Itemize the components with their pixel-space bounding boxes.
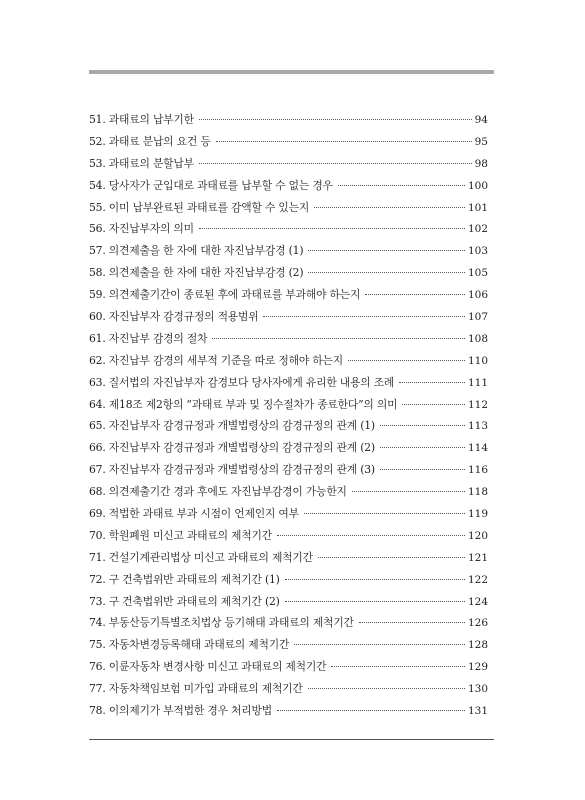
dot-leader	[308, 688, 465, 689]
toc-entry-title: 61. 자진납부 감경의 절차	[89, 331, 208, 345]
toc-entry-title: 60. 자진납부자 감경규정의 적용범위	[89, 310, 259, 324]
toc-entry[interactable]	[89, 109, 488, 131]
dot-leader	[399, 382, 465, 383]
toc-entry-title: 57. 의견제출을 한 자에 대한 자진납부감경 (1)	[89, 244, 304, 258]
toc-entry-title: 76. 이륜자동차 변경사항 미신고 과태료의 제척기간	[89, 660, 327, 674]
toc-entry[interactable]	[89, 284, 488, 306]
toc-entry-title: 51. 과태료의 납부기한	[89, 113, 194, 126]
toc-entry[interactable]	[89, 153, 488, 175]
dot-leader	[285, 579, 465, 580]
toc-entry-page-number: 107	[467, 311, 488, 324]
toc-entry-title: 70. 학원폐원 미신고 과태료의 제척기간	[89, 528, 272, 542]
toc-entry-page-number: 95	[474, 135, 488, 148]
toc-entry[interactable]	[89, 328, 488, 350]
toc-entry[interactable]	[89, 612, 488, 634]
toc-entry[interactable]	[89, 240, 488, 262]
toc-entry-title: 64. 제18조 제2항의 “과태료 부과 및 징수절차가 종료한다”의 의미	[89, 397, 398, 411]
toc-entry-page-number: 130	[467, 683, 488, 696]
dot-leader	[216, 141, 472, 142]
toc-entry-title: 66. 자진납부자 감경규정과 개별법령상의 감경규정의 관계 (2)	[89, 441, 375, 455]
toc-entry-title: 53. 과태료의 분할납부	[89, 156, 194, 170]
toc-entry[interactable]	[89, 372, 488, 394]
toc-entry-title: 69. 적법한 과태료 부과 시점이 언제인지 여부	[89, 507, 299, 521]
toc-entry-title: 78. 이의제기가 부적법한 경우 처리방법	[89, 704, 272, 718]
toc-entry[interactable]	[89, 634, 488, 656]
toc-entry-page-number: 116	[467, 464, 488, 477]
toc-entry-page-number: 114	[467, 442, 488, 455]
toc-entry-page-number: 113	[467, 420, 488, 433]
dot-leader	[308, 250, 465, 251]
toc-entry[interactable]	[89, 175, 488, 197]
dot-leader	[352, 491, 465, 492]
dot-leader	[308, 272, 465, 273]
toc-entry[interactable]	[89, 547, 488, 569]
toc-entry-page-number: 106	[467, 289, 488, 302]
toc-entry-page-number: 128	[467, 639, 488, 652]
toc-entry-title: 75. 자동차변경등록해태 과태료의 제척기간	[89, 638, 290, 652]
toc-entry-page-number: 108	[467, 332, 488, 345]
toc-entry-page-number: 103	[467, 245, 488, 258]
toc-entry-title: 56. 자진납부자의 의미	[89, 222, 194, 236]
toc-entry-title: 59. 의견제출기간이 종료된 후에 과태료를 부과해야 하는지	[89, 288, 361, 302]
toc-entry[interactable]	[89, 569, 488, 591]
toc-entry[interactable]	[89, 525, 488, 547]
toc-entry-page-number: 119	[467, 508, 488, 521]
toc-entry[interactable]	[89, 131, 488, 153]
toc-entry[interactable]	[89, 678, 488, 700]
toc-entry-page-number: 118	[467, 486, 488, 499]
toc-entry-page-number: 131	[467, 705, 488, 718]
toc-entry[interactable]	[89, 459, 488, 481]
dot-leader	[304, 513, 465, 514]
toc-entry-title: 55. 이미 납부완료된 과태료를 감액할 수 있는지	[89, 200, 310, 214]
toc-entry-page-number: 101	[467, 201, 488, 214]
toc-entry-title: 58. 의견제출을 한 자에 대한 자진납부감경 (2)	[89, 266, 304, 280]
toc-entry-page-number: 98	[474, 157, 488, 170]
dot-leader	[380, 425, 465, 426]
toc-entry-title: 63. 질서법의 자진납부자 감경보다 당사자에게 유리한 내용의 조례	[89, 375, 395, 389]
dot-leader	[365, 294, 465, 295]
toc-entry[interactable]	[89, 262, 488, 284]
dot-leader	[380, 447, 465, 448]
toc-entry-page-number: 102	[467, 223, 488, 236]
toc-entry-title: 62. 자진납부 감경의 세부적 기준을 따로 정해야 하는지	[89, 353, 344, 367]
dot-leader	[199, 228, 465, 229]
toc-entry-page-number: 94	[474, 114, 488, 126]
dot-leader	[199, 163, 472, 164]
toc-entry-page-number: 122	[467, 573, 488, 586]
toc-entry-title: 68. 의견제출기간 경과 후에도 자진납부감경이 가능한지	[89, 485, 347, 499]
toc-entry-page-number: 124	[467, 595, 488, 608]
toc-entry[interactable]	[89, 656, 488, 678]
toc-entry-page-number: 100	[467, 179, 488, 192]
dot-leader	[402, 404, 465, 405]
toc-entry-title: 54. 당사자가 군입대로 과태료를 납부할 수 없는 경우	[89, 178, 333, 192]
toc-entry[interactable]	[89, 481, 488, 503]
toc-entry-page-number: 126	[467, 617, 488, 630]
dot-leader	[338, 185, 465, 186]
toc-entry-page-number: 111	[467, 376, 488, 389]
header-rule	[89, 70, 494, 74]
toc-entry[interactable]	[89, 306, 488, 328]
toc-entry-page-number: 112	[467, 398, 488, 411]
dot-leader	[199, 119, 472, 120]
toc-entry[interactable]	[89, 503, 488, 525]
toc-entry-title: 52. 과태료 분납의 요건 등	[89, 134, 211, 148]
dot-leader	[212, 338, 465, 339]
toc-entry[interactable]	[89, 218, 488, 240]
toc-entry[interactable]	[89, 350, 488, 372]
toc-entry-page-number: 110	[467, 354, 488, 367]
dot-leader	[263, 316, 464, 317]
footer-rule	[89, 739, 494, 740]
toc-entry-title: 72. 구 건축법위반 과태료의 제척기간 (1)	[89, 572, 280, 586]
dot-leader	[294, 644, 465, 645]
toc-entry[interactable]	[89, 700, 488, 722]
table-of-contents	[89, 109, 488, 722]
toc-entry-title: 71. 건설기계관리법상 미신고 과태료의 제척기간	[89, 550, 313, 564]
toc-entry[interactable]	[89, 415, 488, 437]
toc-entry-title: 77. 자동차책임보험 미가입 과태료의 제척기간	[89, 682, 303, 696]
toc-entry-title: 65. 자진납부자 감경규정과 개별법령상의 감경규정의 관계 (1)	[89, 419, 375, 433]
dot-leader	[277, 710, 465, 711]
toc-entry[interactable]	[89, 437, 488, 459]
dot-leader	[380, 469, 465, 470]
dot-leader	[348, 360, 465, 361]
dot-leader	[359, 622, 465, 623]
toc-entry[interactable]	[89, 591, 488, 613]
toc-entry-page-number: 121	[467, 551, 488, 564]
dot-leader	[314, 207, 465, 208]
toc-entry-title: 74. 부동산등기특별조치법상 등기해태 과태료의 제척기간	[89, 616, 354, 630]
toc-entry[interactable]	[89, 197, 488, 219]
dot-leader	[331, 666, 465, 667]
dot-leader	[277, 535, 465, 536]
toc-entry-title: 67. 자진납부자 감경규정과 개별법령상의 감경규정의 관계 (3)	[89, 463, 375, 477]
toc-entry-page-number: 129	[467, 661, 488, 674]
toc-entry-page-number: 105	[467, 267, 488, 280]
toc-entry-title: 73. 구 건축법위반 과태료의 제척기간 (2)	[89, 594, 280, 608]
toc-entry[interactable]	[89, 394, 488, 416]
dot-leader	[285, 601, 465, 602]
dot-leader	[318, 557, 465, 558]
toc-entry-page-number: 120	[467, 529, 488, 542]
